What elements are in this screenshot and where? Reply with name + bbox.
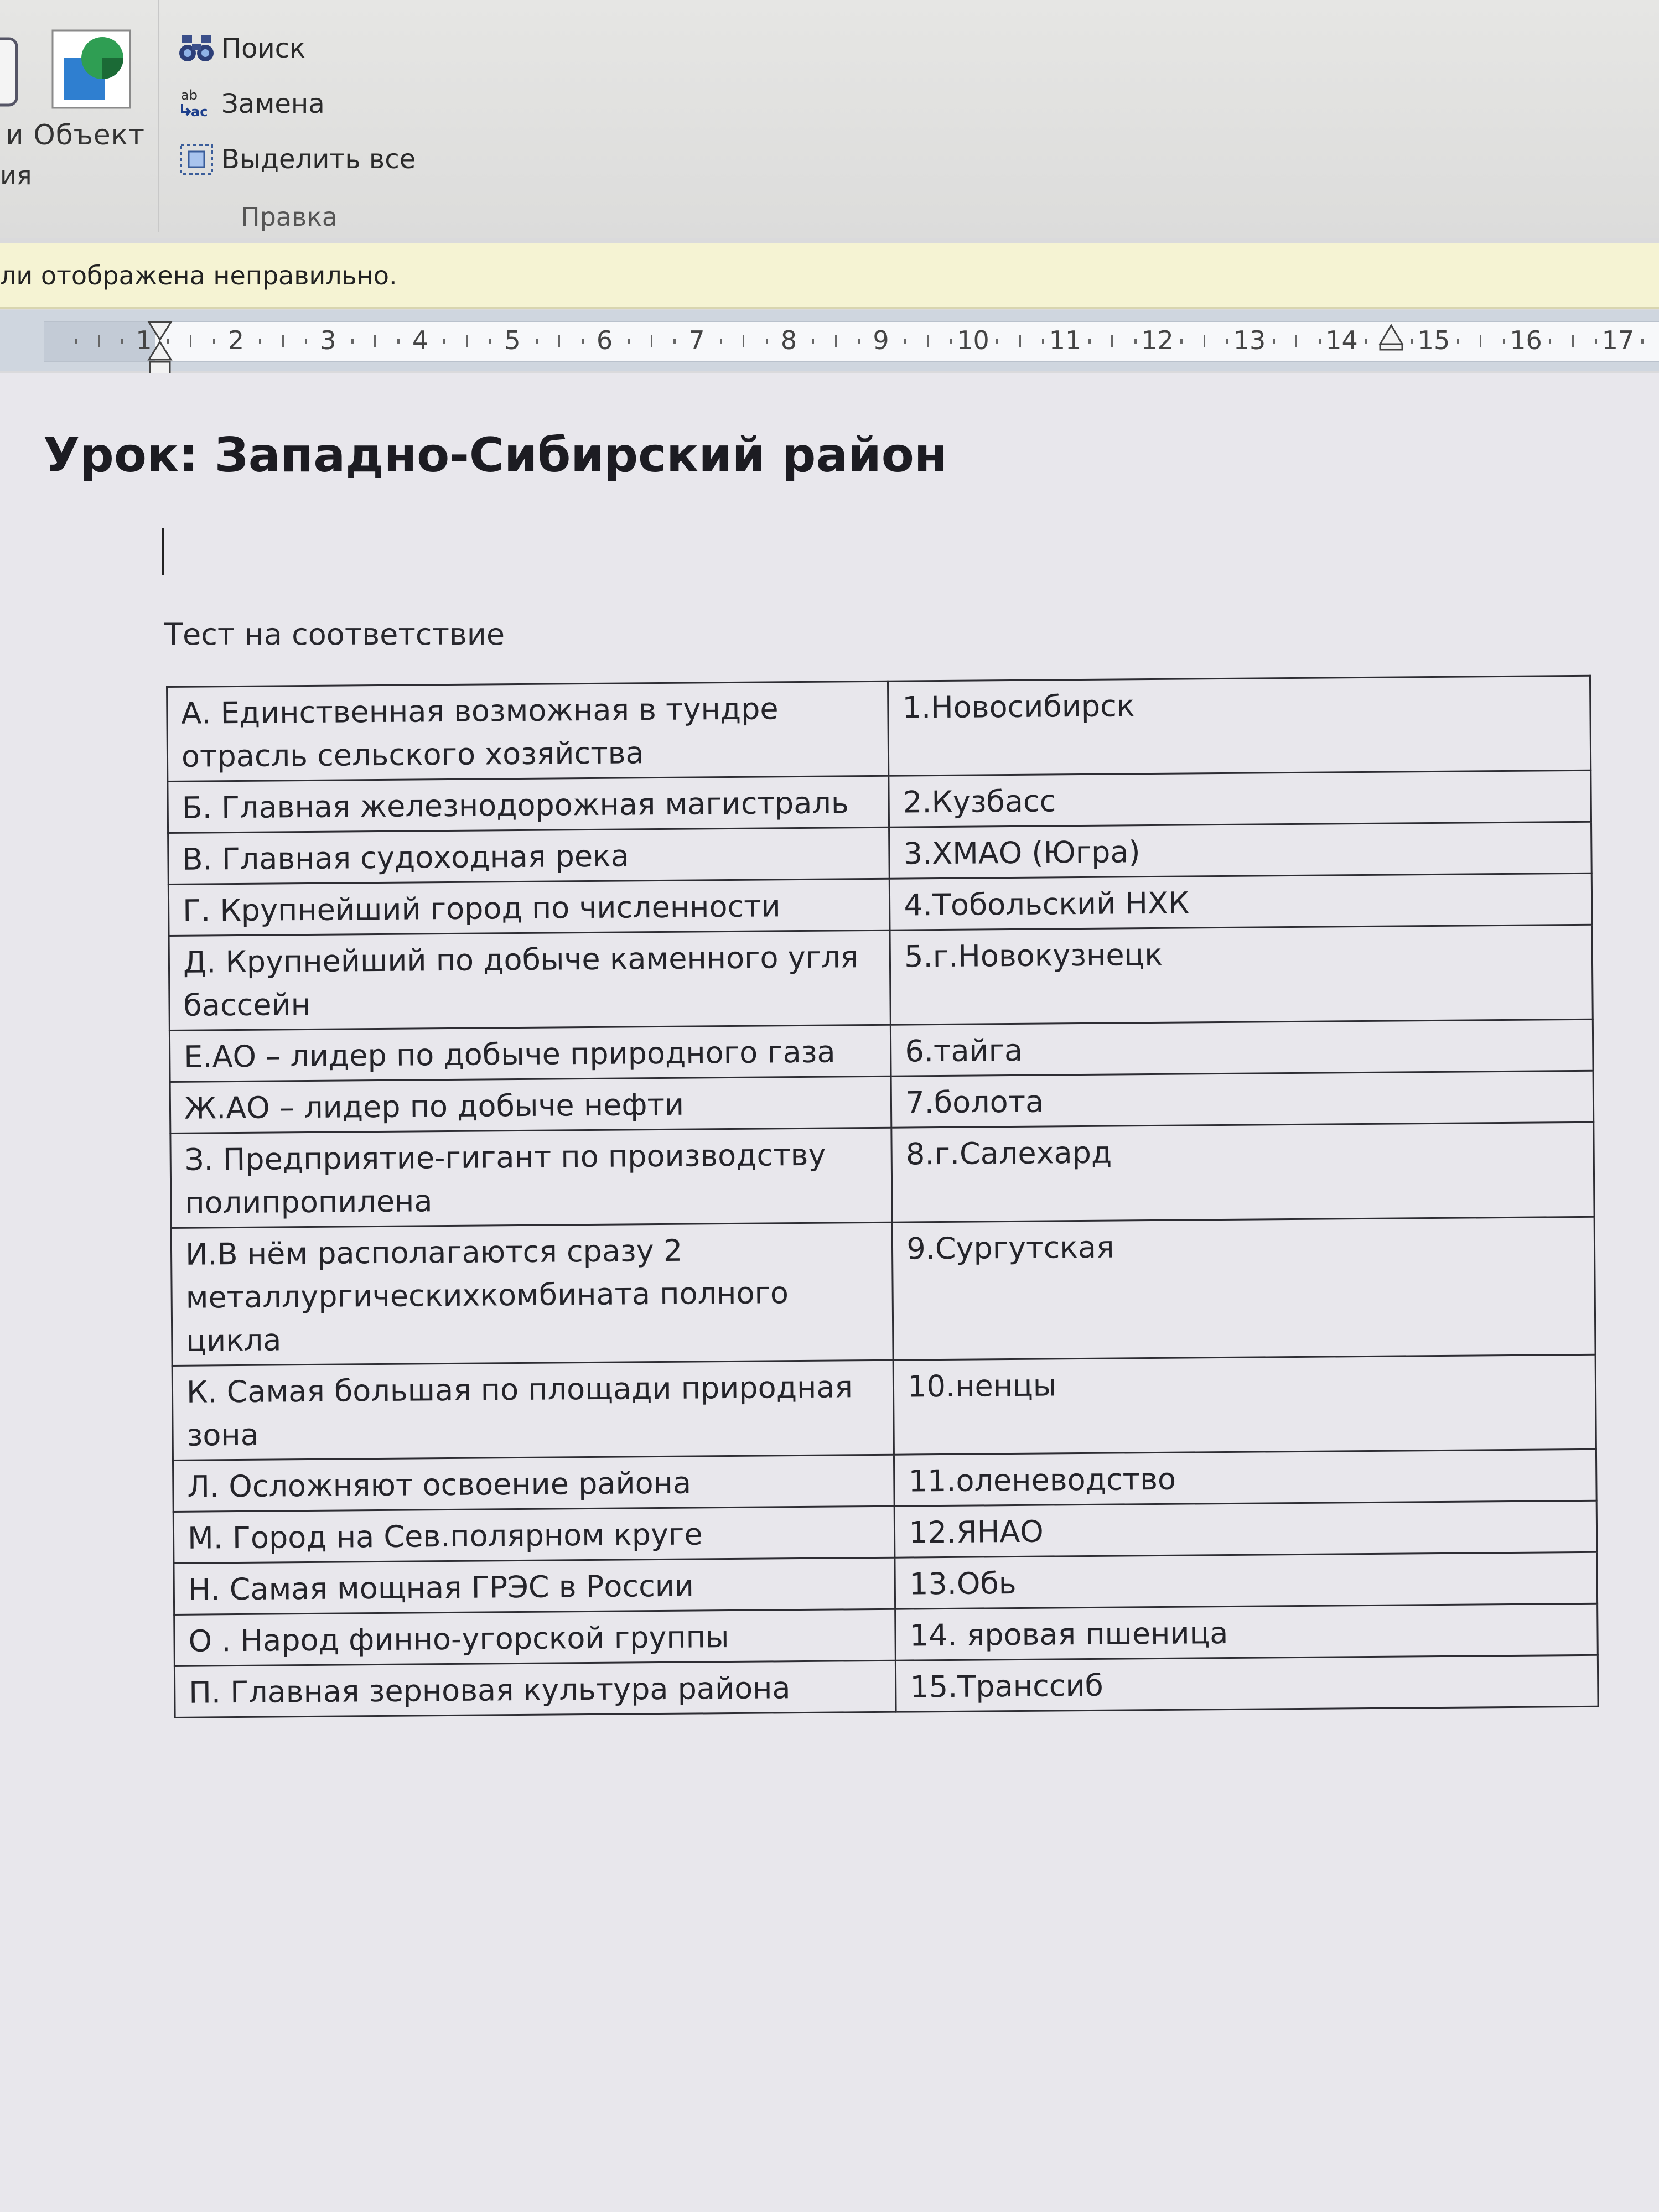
ruler-number: 11: [1049, 325, 1082, 355]
ruler-tick: [259, 339, 261, 344]
ruler-tick: [1595, 339, 1597, 344]
ruler-tick: [1365, 339, 1367, 344]
ruler-number: 1: [136, 325, 152, 355]
answer-cell[interactable]: 15.Транссиб: [896, 1655, 1598, 1712]
ruler-tick: [1411, 339, 1413, 344]
ruler-tick: [1457, 339, 1459, 344]
ruler-tick: [812, 339, 814, 344]
answer-cell[interactable]: 10.ненцы: [893, 1354, 1596, 1455]
ribbon-separator: [158, 0, 159, 232]
message-bar: [0, 243, 1659, 309]
table-row: [167, 676, 1591, 781]
horizontal-ruler[interactable]: [44, 321, 1659, 362]
ruler-half-tick: [1480, 335, 1481, 347]
table-row: [169, 925, 1593, 1030]
ruler-number: 16: [1510, 325, 1542, 355]
question-cell[interactable]: З. Предприятие-гигант по производству полипропилена: [170, 1128, 893, 1228]
question-cell[interactable]: Н. Самая мощная ГРЭС в России: [174, 1557, 895, 1614]
ruler-half-tick: [282, 335, 284, 347]
ruler-tick: [213, 339, 215, 344]
ruler-tick: [673, 339, 676, 344]
question-cell[interactable]: М. Город на Сев.полярном круге: [173, 1506, 895, 1563]
table-row: [170, 1122, 1594, 1228]
ruler-number: 8: [780, 325, 797, 355]
ruler-half-tick: [1572, 335, 1574, 347]
message-text: ли отображена неправильно.: [0, 260, 397, 290]
ruler-tick: [397, 339, 400, 344]
object-button[interactable]: и Объект: [6, 119, 145, 151]
ruler-number: 12: [1141, 325, 1174, 355]
ruler-number: 15: [1417, 325, 1450, 355]
ruler-half-tick: [374, 335, 376, 347]
find-label: Поиск: [221, 33, 306, 64]
question-cell[interactable]: В. Главная судоходная река: [168, 827, 890, 884]
ruler-half-tick: [1295, 335, 1297, 347]
ruler-tick: [351, 339, 354, 344]
ruler-tick: [489, 339, 491, 344]
ruler-half-tick: [466, 335, 468, 347]
ruler-tick: [98, 335, 100, 347]
ruler-half-tick: [927, 335, 929, 347]
ruler-tick: [305, 339, 307, 344]
indent-marker-icon[interactable]: [147, 321, 173, 382]
answer-cell[interactable]: 7.болота: [891, 1071, 1593, 1128]
matching-table-body: [167, 676, 1599, 1717]
text-cursor: [162, 528, 164, 575]
answer-cell[interactable]: 5.г.Новокузнецк: [890, 925, 1593, 1025]
ruler-tick: [1226, 339, 1228, 344]
ruler-half-tick: [1204, 335, 1205, 347]
question-cell[interactable]: К. Самая большая по площади природная зона: [172, 1360, 894, 1460]
ruler-tick: [121, 339, 123, 344]
ruler-number: 7: [688, 325, 705, 355]
replace-button[interactable]: [177, 82, 325, 126]
ruler-tick: [1319, 339, 1321, 344]
ruler-half-tick: [1019, 335, 1021, 347]
question-cell[interactable]: Л. Осложняют освоение района: [173, 1455, 894, 1512]
partial-insert-icon[interactable]: [0, 33, 19, 111]
ruler-tick: [1180, 339, 1183, 344]
matching-table: [166, 675, 1599, 1718]
ruler-number: 4: [412, 325, 429, 355]
ruler-tick: [628, 339, 630, 344]
answer-cell[interactable]: 6.тайга: [891, 1019, 1593, 1076]
replace-icon: [177, 85, 216, 123]
ruler-half-tick: [190, 335, 191, 347]
ruler-tick: [75, 339, 77, 344]
ruler-number: 2: [227, 325, 245, 355]
svg-text:ac: ac: [191, 104, 208, 120]
question-cell[interactable]: О . Народ финно-угорской группы: [174, 1609, 896, 1666]
ruler-half-tick: [743, 335, 744, 347]
table-row: [171, 1217, 1595, 1365]
answer-cell[interactable]: 12.ЯНАО: [894, 1500, 1596, 1557]
ruler-tick: [443, 339, 445, 344]
answer-cell[interactable]: 8.г.Салехард: [891, 1122, 1594, 1222]
question-cell[interactable]: Б. Главная железнодорожная магистраль: [168, 776, 889, 833]
answer-cell[interactable]: 2.Кузбасс: [889, 770, 1591, 827]
ribbon: [0, 0, 1659, 238]
lesson-title: Урок: Западно-Сибирский район: [43, 428, 947, 483]
ruler-half-tick: [1111, 335, 1113, 347]
right-indent-marker-icon[interactable]: [1378, 321, 1404, 354]
table-row: [172, 1354, 1596, 1460]
select-all-label: Выделить все: [221, 144, 416, 175]
question-cell[interactable]: П. Главная зерновая культура района: [174, 1660, 896, 1717]
ruler-tick: [858, 339, 860, 344]
question-cell[interactable]: И.В нём располагаются сразу 2 металлургическихкомбината полного цикла: [171, 1222, 893, 1365]
ruler-number: 5: [504, 325, 521, 355]
ruler-number: 10: [957, 325, 989, 355]
ruler-half-tick: [651, 335, 652, 347]
ruler-number: 17: [1601, 325, 1635, 355]
select-all-button[interactable]: [177, 137, 416, 181]
ribbon-group-label: Правка: [241, 202, 338, 232]
ruler-tick: [720, 339, 722, 344]
ruler-number: 14: [1325, 325, 1358, 355]
question-cell[interactable]: Д. Крупнейший по добыче каменного угля бассейн: [169, 930, 891, 1030]
object-icon[interactable]: [50, 28, 133, 111]
find-button[interactable]: [177, 27, 305, 71]
ruler-number: 13: [1233, 325, 1266, 355]
question-cell[interactable]: Е.АО – лидер по добыче природного газа: [169, 1025, 891, 1082]
answer-cell[interactable]: 9.Сургутская: [892, 1217, 1595, 1360]
ruler-tick: [1042, 339, 1044, 344]
answer-cell[interactable]: 4.Тобольский НХК: [890, 873, 1592, 930]
answer-cell[interactable]: 13.Обь: [895, 1552, 1597, 1609]
question-cell[interactable]: А. Единственная возможная в тундре отрасль сельского хозяйства: [167, 681, 889, 781]
ruler-tick: [1088, 339, 1091, 344]
ruler-tick: [1134, 339, 1137, 344]
binoculars-icon: [177, 29, 216, 68]
ruler-tick: [1503, 339, 1505, 344]
test-subtitle: Тест на соответствие: [164, 617, 505, 652]
ruler-tick: [582, 339, 584, 344]
ruler-tick: [950, 339, 952, 344]
ruler-number: 9: [873, 325, 889, 355]
answer-cell[interactable]: 14. яровая пшеница: [895, 1603, 1598, 1660]
question-cell[interactable]: Ж.АО – лидер по добыче нефти: [170, 1076, 891, 1133]
ruler-tick: [536, 339, 538, 344]
ruler-tick: [904, 339, 906, 344]
table-row: [174, 1655, 1598, 1717]
partial-group-label: ия: [0, 160, 32, 190]
ruler-half-tick: [558, 335, 560, 347]
ruler-tick: [766, 339, 768, 344]
ruler-tick: [996, 339, 998, 344]
ruler-tick: [1273, 339, 1275, 344]
answer-cell[interactable]: 1.Новосибирск: [888, 676, 1591, 776]
document-page[interactable]: [0, 373, 1659, 2212]
question-cell[interactable]: Г. Крупнейший город по численности: [168, 879, 890, 936]
svg-text:ab: ab: [181, 87, 198, 103]
ruler-tick: [1641, 339, 1644, 344]
answer-cell[interactable]: 11.оленеводство: [894, 1449, 1596, 1506]
replace-label: Замена: [221, 89, 325, 120]
answer-cell[interactable]: 3.ХМАО (Югра): [889, 822, 1591, 879]
ruler-number: 3: [320, 325, 336, 355]
ruler-half-tick: [835, 335, 837, 347]
ruler-tick: [1549, 339, 1551, 344]
select-all-icon: [177, 140, 216, 179]
ruler-number: 6: [596, 325, 613, 355]
